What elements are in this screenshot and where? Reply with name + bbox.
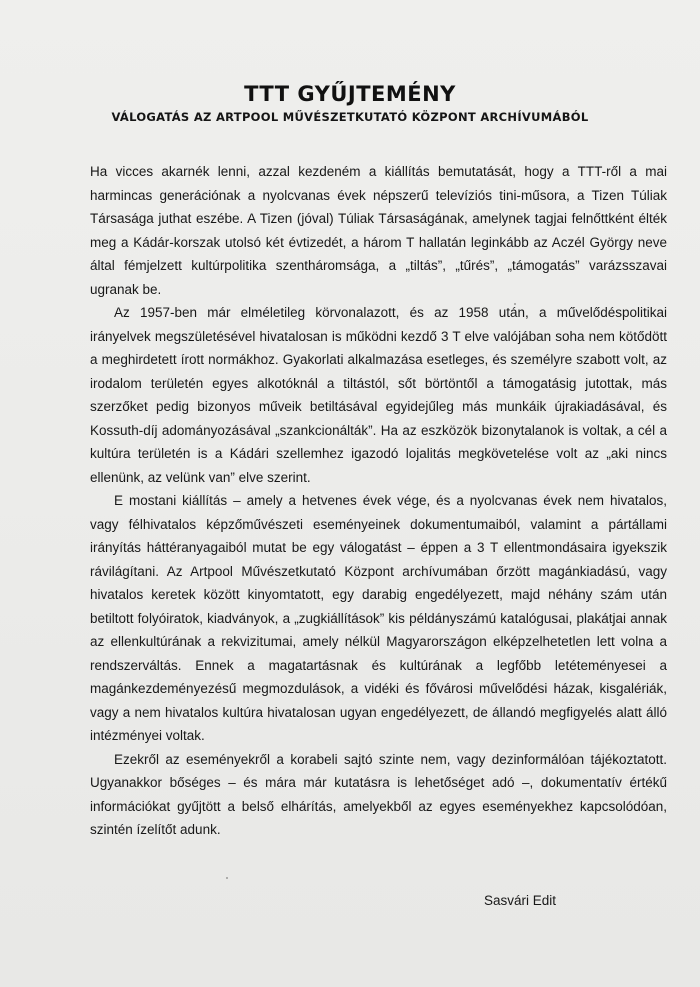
paper-speck — [514, 303, 516, 305]
paragraph-4: Ezekről az eseményekről a korabeli sajtó szinte nem, vagy dezinformálóan tájékoztatott. Ugyanakkor bőséges – és mára már kutatásra is lehetőséget adó –, dokumentatív értékű információkat gyűjtött a belső elhárítás, amelyekből az egyes eseményekhez kapcsolódóan, szintén ízelítőt adunk. — [90, 751, 667, 837]
document-title: TTT GYŰJTEMÉNY — [244, 82, 456, 106]
paragraph-1: Ha vicces akarnék lenni, azzal kezdeném a kiállítás bemutatását, hogy a TTT-ről a mai harmincas generációnak a nyolcvanas évek népszerű televíziós tini-műsora, a Tizen Túliak Társasága juthat eszébe. A Tizen (jóval) Túliak Társaságának, amelynek tagjai felnőttként élték meg a Kádár-korszak utolsó két évtizedét, a három T hallatán leginkább az Aczél György neve által fémjelzett kultúrpolitika szentháromsága, a „tiltás”, „tűrés”, „támogatás” varázsszavai ugranak be. — [90, 164, 667, 297]
paragraph-2: Az 1957-ben már elméletileg körvonalazott, és az 1958 után, a művelődéspolitikai irányelvek megszületésével hivatalosan is működni kezdő 3 T elve valójában soha nem kötődött a meghirdetett írott normákhoz. Gyakorlati alkalmazása esetleges, és személyre szabott volt, az irodalom területén egyes alkotóknál a tiltástól, sőt börtöntől a támogatásig jutottak, más szerzőket pedig bizonyos műveik betiltásával egyidejűleg más munkáik újrakiadásával, és Kossuth-díj adományozásával „szankcionálták”. Ha az eszközök bizonytalanok is voltak, a cél a kultúra területén is a Kádári szellemhez igazodó lojalitás megkövetelése volt az „aki nincs ellenünk, az velünk van” elve szerint. — [90, 305, 667, 485]
document-body — [90, 160, 667, 842]
paper-speck — [226, 877, 228, 879]
document-subtitle: VÁLOGATÁS AZ ARTPOOL MŰVÉSZETKUTATÓ KÖZPONT ARCHÍVUMÁBÓL — [111, 110, 589, 124]
paragraph-3: E mostani kiállítás – amely a hetvenes évek vége, és a nyolcvanas évek nem hivatalos, vagy félhivatalos képzőművészeti eseményeinek dokumentumaiból, valamint a pártállami irányítás háttéranyagaiból mutat be egy válogatást – éppen a 3 T ellentmondásaira igyekszik rávilágítani. Az Artpool Művészetkutató Központ archívumában őrzött magánkiadású, vagy hivatalos keretek között kinyomtatott, egy darabig engedélyezett, majd néhány szám után betiltott folyóiratok, kiadványok, a „zugkiállítások” kis példányszámú katalógusai, plakátjai annak az ellenkultúrának a rekvizitumai, amely nélkül Magyarországon elképzelhetetlen lett volna a rendszerváltás. Ennek a magatartásnak és kultúrának a legfőbb letéteményesei a magánkezdeményezésű megmozdulások, a vidéki és fővárosi művelődési házak, kisgalériák, vagy a nem hivatalos kultúra hivatalosan ugyan engedélyezett, de állandó megfigyelés alatt álló intézményei voltak. — [90, 493, 667, 743]
signature: Sasvári Edit — [484, 893, 557, 908]
